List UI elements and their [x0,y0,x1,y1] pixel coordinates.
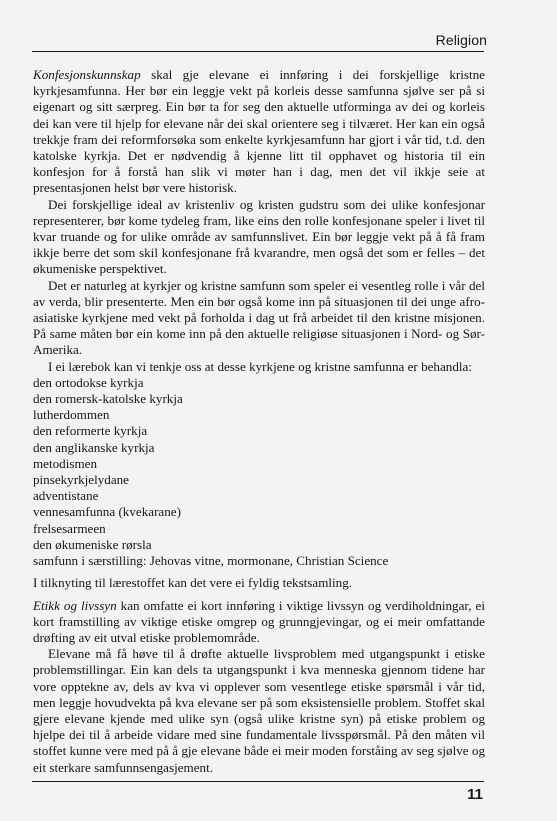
church-list [33,375,485,569]
paragraph-text-collection: I tilknyting til lærestoffet kan det vere ei fyldig tekstsamling. [33,575,353,591]
footer-rule [32,781,484,782]
list-item: adventistane [33,488,99,504]
list-item: metodismen [33,455,98,471]
list-item: den økumeniske rørsla [33,536,152,552]
list-item: vennesamfunna (kvekarane) [33,504,181,520]
paragraph-ideals: Dei forskjellige ideal av kristenliv og kristen gudstru som dei ulike konfesjonar representerer, bør kome tydeleg fram, like eins den rolle konfesjonane speler i livet til kvar truande og for ulike område av samfunnslivet. Ein bør leggje vekt på å få fram ikkje berre det som skil konfesjonane frå kvarandre, men også det som er felles – det økumeniske perspektivet. [33,196,485,277]
list-item: pinsekyrkjelydane [33,472,129,488]
paragraph-konfesjonskunnskap: Konfesjonskunnskap skal gje elevane ei innføring i dei forskjellige kristne kyrkjesamfunna. Her bør ein leggje vekt på korleis desse samfunna sjølve ser på si eigenart og sitt særpreg. Ein bør ta for seg den aktuelle utforminga av dei og korleis dei kan vere til hjelp for elevane når dei skal orientere seg i tilværet. Her kan ein også trekkje fram dei reformforsøka som enkelte kyrkjesamfunn har gjort i vår tid, t.d. den katolske kyrkja. Det er nødvendig å kjenne litt til opphavet og historia til ein konfesjon for å forstå han slik vi møter han i dag, men det vil ikkje seie at presentasjonen helst bør vere historisk. [33,67,485,196]
list-item: lutherdommen [33,407,110,423]
page-number: 11 [467,786,483,803]
term-konfesjonskunnskap: Konfesjonskunnskap [33,67,141,82]
list-item: den anglikanske kyrkja [33,439,155,455]
running-head: Religion [435,32,487,48]
paragraph-churches: Det er naturleg at kyrkjer og kristne samfunn som speler ei vesentleg rolle i vår del av verda, blir presenterte. Men ein bør også kome inn på situasjonen til dei unge afro-asiatiske kyrkjene med vekt på forholda i dag ut frå arbeidet til den kristne misjonen. På same måten bør ein kome inn på den aktuelle religiøse situasjonen i Nord- og Sør-Amerika. [33,277,485,358]
paragraph-textbook-intro: I ei lærebok kan vi tenkje oss at desse kyrkjene og kristne samfunna er behandla: [48,358,472,374]
list-item: samfunn i særstilling: Jehovas vitne, mormonane, Christian Science [33,553,389,569]
list-item: den ortodokse kyrkja [33,374,144,390]
paragraph-life-problems: Elevane må få høve til å drøfte aktuelle livsproblem med utgangspunkt i etiske problemstillingar. Ein kan dels ta utgangspunkt i kva menneska gjennom tidene har vore opptekne av, dels av kva vi opplever som vesentlege etiske spørsmål i vår tid, men leggje hovudvekta på kva elevane ser på som eksistensielle problem. Stoffet skal gjere elevane kjende med ulike syn (også ulike kristne syn) på etiske problem og hjelpe dei til å arbeide vidare med sine fundamentale livsspørsmål. På den måten vil stoffet kunne vere med på å gje elevane både ei meir moden forståing av seg sjølve og eit sterkare samfunnsengasjement. [33,646,485,775]
body-text [33,67,485,776]
list-item: frelsesarmeen [33,520,106,536]
list-item: den reformerte kyrkja [33,423,148,439]
paragraph-etikk: Etikk og livssyn kan omfatte ei kort innføring i viktige livssyn og verdiholdningar, ei kort framstilling av viktige etiske omgrep og grunngjevingar, og ei meir omfattande drøfting av eit utval etiske problemområde. [33,597,485,645]
header-rule [32,51,484,52]
list-item: den romersk-katolske kyrkja [33,391,183,407]
term-etikk-og-livssyn: Etikk og livssyn [33,597,117,613]
